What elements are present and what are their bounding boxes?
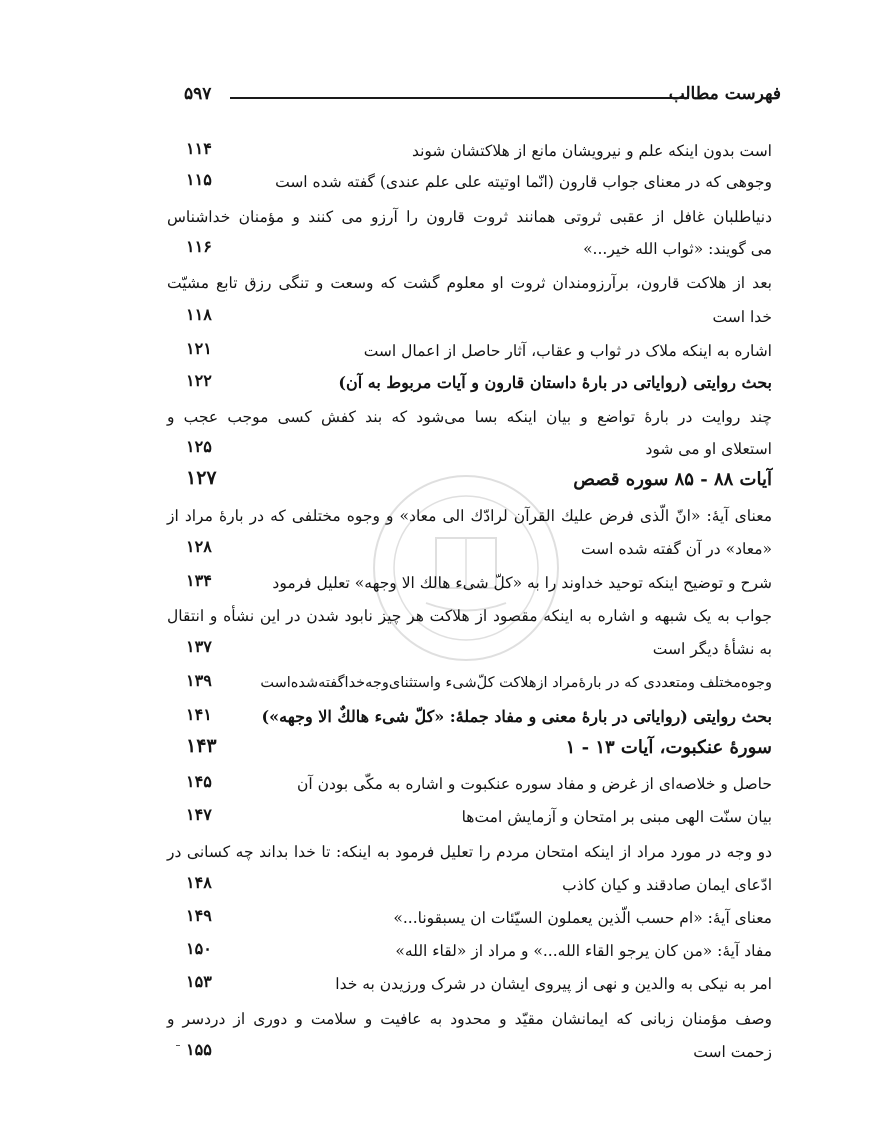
toc-entry-page: ۱۵۵ <box>186 1040 212 1059</box>
toc-entry-page: ۱۲۱ <box>186 339 212 358</box>
toc-entry-text: ادّعای ایمان صادقند و کیان کاذب <box>562 876 772 894</box>
toc-entry-text: دو وجه در مورد مراد از اینکه امتحان مردم را تعلیل فرمود به اینکه: تا خدا بداند چه کسانی در <box>167 843 772 861</box>
toc-entry-text: استعلای او می شود <box>645 440 772 458</box>
toc-entry-page: ۱۵۰ <box>186 939 212 958</box>
toc-entry-page: ۱۱۸ <box>186 305 212 324</box>
toc-section-heading: بحث روایتی (روایاتی در بارهٔ داستان قارون و آیات مربوط به آن) <box>338 373 772 392</box>
toc-entry-page: ۱۲۷ <box>186 467 217 489</box>
toc-section-heading: بحث روایتی (روایاتی در بارهٔ معنی و مفاد جملهٔ: «کلّ شیء هالكٌ الا وجهه») <box>261 707 772 726</box>
toc-entry-text: بعد از هلاکت قارون، برآرزومندان ثروت او معلوم گشت که وسعت و تنگی رزق تابع مشیّت <box>167 274 772 292</box>
toc-entry-page: ۱۲۵ <box>186 437 212 456</box>
toc-entry-text: وجوه‌مختلف ومتعددی که در بارهٔ‌مراد از‌هلاکت کلّ‌شیء و‌استثنای‌وجه‌خدا‌گفته‌شده‌است <box>260 675 772 691</box>
toc-entry-page: ۱۱۴ <box>186 139 212 158</box>
toc-entry-text: معنای آیهٔ: «ام حسب الّذین یعملون السیّئات ان یسبقونا...» <box>393 909 772 927</box>
toc-entry-text: اشاره به اینکه ملاک در ثواب و عقاب، آثار حاصل از اعمال است <box>363 342 772 360</box>
toc-entry-page: ۱۱۶ <box>186 237 212 256</box>
toc-entry-page: ۱۴۵ <box>186 772 212 791</box>
toc-entry-page: ۱۴۳ <box>186 735 217 757</box>
toc-entry-text: حاصل و خلاصه‌ای از غرض و مفاد سوره عنکبوت و اشاره به مکّی بودن آن <box>296 775 772 793</box>
toc-entry-page: ۱۱۵ <box>186 170 212 189</box>
toc-entry-text: زحمت است <box>693 1043 772 1061</box>
toc-chapter-heading: آیات ۸۸ - ۸۵ سوره قصص <box>573 469 772 490</box>
toc-entry-page: ۱۳۷ <box>186 637 212 656</box>
page-number: ۵۹۷ <box>184 84 212 104</box>
toc-entry-text: بیان سنّت الهی مبنی بر امتحان و آزمایش امت‌ها <box>461 808 772 826</box>
toc-entry-page: ۱۴۸ <box>186 873 212 892</box>
library-seal-watermark <box>366 468 566 668</box>
toc-entry-text: معنای آیهٔ: «انّ الّذی فرض علیك القرآن لرادّك الی معاد» و وجوه مختلفی که در بارهٔ مراد از <box>167 507 772 525</box>
toc-entry-page: ۱۳۹ <box>186 671 212 690</box>
toc-entry-text: «معاد» در آن گفته شده است <box>580 540 772 558</box>
toc-entry-page: ۱۴۱ <box>186 705 212 724</box>
running-title: فهرست مطالب <box>668 84 781 104</box>
toc-entry-page: ۱۳۴ <box>186 571 212 590</box>
toc-entry-text: شرح و توضیح اینکه توحید خداوند را به «کلّ شیء هالك الا وجهه» تعلیل فرمود <box>272 574 772 592</box>
toc-entry-page: ۱۵۳ <box>186 972 212 991</box>
toc-entry-text: چند روایت در بارهٔ تواضع و بیان اینکه بسا می‌شود که بند کفش کسی موجب عجب و <box>167 408 772 426</box>
scan-mark <box>176 1045 180 1046</box>
toc-entry-text: وجوهی که در معنای جواب قارون (انّما اوتیته علی علم عندی) گفته شده است <box>275 173 772 191</box>
toc-entry-text: خدا است <box>712 308 772 326</box>
toc-entry-text: امر به نیکی به والدین و نهی از پیروی ایشان در شرک ورزیدن به خدا <box>335 975 772 993</box>
page-header <box>184 84 781 114</box>
toc-entry-text: مفاد آیهٔ: «من کان یرجو القاء الله...» و مراد از «لقاء الله» <box>395 942 772 960</box>
header-rule <box>230 97 689 99</box>
toc-entry-text: وصف مؤمنان زبانی که ایمانشان مقیّد و محدود به عافیت و سلامت و دوری از دردسر و <box>167 1010 772 1028</box>
toc-entry-text: است بدون اینکه علم و نیرویشان مانع از هلاکتشان شوند <box>411 142 772 160</box>
toc-entry-text: دنیاطلبان غافل از عقبی ثروتی همانند ثروت قارون را آرزو می کنند و مؤمنان خداشناس <box>167 208 772 226</box>
toc-entry-page: ۱۴۷ <box>186 805 212 824</box>
toc-entry-page: ۱۴۹ <box>186 906 212 925</box>
toc-entry-page: ۱۲۸ <box>186 537 212 556</box>
toc-entry-text: به نشأهٔ دیگر است <box>652 640 772 658</box>
toc-entry-text: می گویند: «ثواب الله خیر...» <box>583 240 772 258</box>
toc-entry-page: ۱۲۲ <box>186 371 212 390</box>
toc-chapter-heading: سورهٔ عنکبوت، آیات ۱۳ - ۱ <box>565 737 772 758</box>
toc-entry-text: جواب به یک شبهه و اشاره به اینکه مقصود از هلاکت هر چیز نابود شدن در این نشأه و انتقال <box>167 607 772 625</box>
